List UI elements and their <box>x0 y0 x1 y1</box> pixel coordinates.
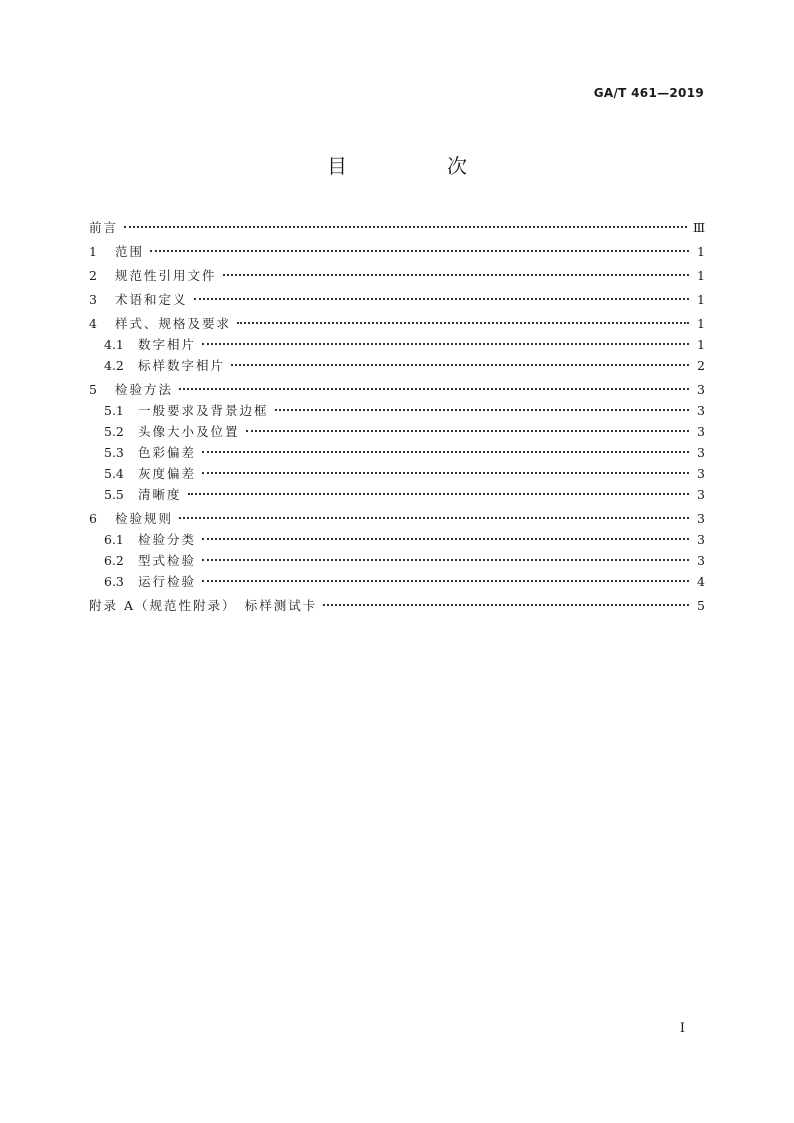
dot-leader <box>179 388 689 390</box>
dot-leader <box>194 298 689 300</box>
toc-entry-page: 4 <box>697 574 705 589</box>
toc-entry[interactable] <box>89 529 705 550</box>
toc-entry-number: 4.2 <box>104 358 124 373</box>
toc-entry-label: 型式检验 <box>138 553 197 568</box>
toc-entry-label: 数字相片 <box>138 337 197 352</box>
toc-list <box>89 214 705 616</box>
toc-entry-number: 2 <box>89 268 97 283</box>
dot-leader <box>223 274 689 276</box>
toc-entry-label: 检验规则 <box>115 511 174 526</box>
toc-entry-number: 6.2 <box>104 553 124 568</box>
toc-entry-number: 5.3 <box>104 445 124 460</box>
dot-leader <box>202 538 689 540</box>
toc-entry-label: 一般要求及背景边框 <box>138 403 269 418</box>
toc-entry-page: 3 <box>697 532 705 547</box>
toc-entry[interactable] <box>89 289 705 310</box>
toc-entry-page: 3 <box>697 424 705 439</box>
toc-entry[interactable] <box>89 313 705 334</box>
dot-leader <box>179 517 689 519</box>
toc-entry-page: 2 <box>697 358 705 373</box>
toc-entry-number: 6 <box>89 511 97 526</box>
dot-leader <box>202 343 689 345</box>
toc-entry-number: 3 <box>89 292 97 307</box>
toc-entry[interactable] <box>89 463 705 484</box>
toc-entry-page: 3 <box>697 403 705 418</box>
toc-entry-label: 检验分类 <box>138 532 197 547</box>
dot-leader <box>231 364 689 366</box>
toc-entry[interactable] <box>89 379 705 400</box>
toc-entry[interactable] <box>89 241 705 262</box>
dot-leader <box>323 604 689 606</box>
toc-entry[interactable] <box>89 571 705 592</box>
toc-entry[interactable] <box>89 421 705 442</box>
toc-entry-number: 5 <box>89 382 97 397</box>
dot-leader <box>246 430 689 432</box>
toc-entry[interactable] <box>89 217 705 238</box>
toc-entry[interactable] <box>89 400 705 421</box>
toc-title: 目 次 <box>327 154 507 178</box>
dot-leader <box>202 559 689 561</box>
toc-entry[interactable] <box>89 595 705 616</box>
doc-code: GA/T 461—2019 <box>593 86 704 100</box>
toc-entry-number: 5.5 <box>104 487 124 502</box>
toc-entry-page: 3 <box>697 511 705 526</box>
toc-entry-label: 规范性引用文件 <box>115 268 217 283</box>
toc-entry-label: 色彩偏差 <box>138 445 197 460</box>
toc-entry[interactable] <box>89 442 705 463</box>
toc-entry-label: 灰度偏差 <box>138 466 197 481</box>
toc-entry-page: 3 <box>697 466 705 481</box>
dot-leader <box>124 226 687 228</box>
toc-entry[interactable] <box>89 334 705 355</box>
toc-entry-page: 1 <box>697 316 705 331</box>
toc-entry-page: 3 <box>697 487 705 502</box>
toc-entry-label: 运行检验 <box>138 574 197 589</box>
dot-leader <box>237 322 689 324</box>
toc-entry-page: 5 <box>697 598 705 613</box>
page-number: I <box>679 1021 685 1036</box>
toc-entry-label: 范围 <box>115 244 145 259</box>
dot-leader <box>202 451 689 453</box>
toc-entry-number: 6.1 <box>104 532 124 547</box>
toc-entry-page: 1 <box>697 337 705 352</box>
toc-entry-page: 1 <box>697 292 705 307</box>
toc-entry[interactable] <box>89 265 705 286</box>
toc-entry[interactable] <box>89 550 705 571</box>
toc-entry-number: 4 <box>89 316 97 331</box>
toc-entry-number: 5.1 <box>104 403 124 418</box>
toc-entry-number: 1 <box>89 244 97 259</box>
toc-entry[interactable] <box>89 484 705 505</box>
toc-entry-page: 3 <box>697 382 705 397</box>
toc-entry-page: 1 <box>697 244 705 259</box>
toc-entry-page: 3 <box>697 553 705 568</box>
toc-entry-number: 6.3 <box>104 574 124 589</box>
toc-entry-label: 附录 A（规范性附录） 标样测试卡 <box>89 598 318 613</box>
toc-entry-number: 4.1 <box>104 337 124 352</box>
toc-entry-label: 术语和定义 <box>115 292 188 307</box>
toc-entry-label: 样式、规格及要求 <box>115 316 232 331</box>
toc-entry-label: 标样数字相片 <box>138 358 226 373</box>
dot-leader <box>150 250 689 252</box>
dot-leader <box>202 472 689 474</box>
dot-leader <box>275 409 689 411</box>
toc-entry-page: Ⅲ <box>692 220 705 235</box>
toc-entry-label: 检验方法 <box>115 382 174 397</box>
toc-entry[interactable] <box>89 355 705 376</box>
dot-leader <box>202 580 689 582</box>
toc-entry-number: 5.4 <box>104 466 124 481</box>
toc-entry-label: 前言 <box>89 220 119 235</box>
toc-entry-label: 清晰度 <box>138 487 182 502</box>
toc-entry-page: 3 <box>697 445 705 460</box>
dot-leader <box>188 493 689 495</box>
toc-entry-page: 1 <box>697 268 705 283</box>
toc-entry-label: 头像大小及位置 <box>138 424 240 439</box>
toc-entry-number: 5.2 <box>104 424 124 439</box>
toc-entry[interactable] <box>89 508 705 529</box>
